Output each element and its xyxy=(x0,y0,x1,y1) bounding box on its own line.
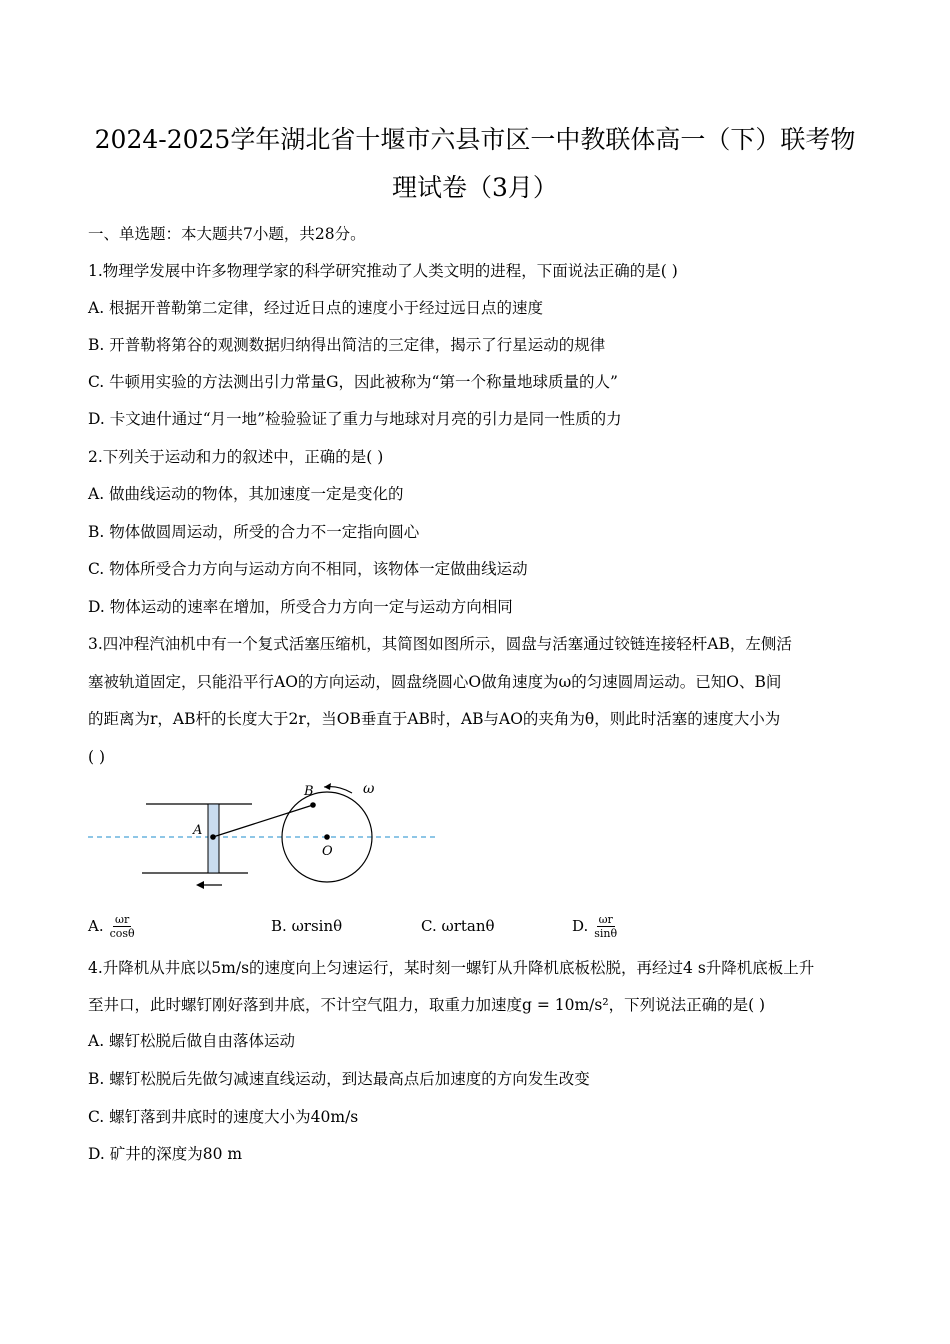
q3-option-a-fraction xyxy=(108,913,137,940)
q3-options xyxy=(88,906,868,946)
q3-option-d-numerator: ωr xyxy=(598,912,613,926)
q3-option-c-text: ωrtanθ xyxy=(441,917,495,935)
q3-option-b xyxy=(271,906,342,946)
q3-option-d-prefix: D. xyxy=(572,917,589,935)
q3-option-d-denominator: sinθ xyxy=(594,926,618,940)
q3-stem-line2: 塞被轨道固定，只能沿平行AO的方向运动，圆盘绕圆心O做角速度为ω的匀速圆周运动。已知O、B间 xyxy=(88,673,782,691)
point-a xyxy=(210,834,216,840)
q1-stem: 1.物理学发展中许多物理学家的科学研究推动了人类文明的进程，下面说法正确的是( ) xyxy=(88,262,678,280)
label-b: B xyxy=(304,784,314,799)
q4-option-c: C. 螺钉落到井底时的速度大小为40m/s xyxy=(88,1108,359,1126)
section-heading: 一、单选题：本大题共7小题，共28分。 xyxy=(88,225,366,243)
q2-option-c: C. 物体所受合力方向与运动方向不相同，该物体一定做曲线运动 xyxy=(88,560,528,578)
q3-option-d-fraction xyxy=(592,913,619,940)
q1-option-c: C. 牛顿用实验的方法测出引力常量G，因此被称为“第一个称量地球质量的人” xyxy=(88,373,618,391)
q1-option-a: A. 根据开普勒第二定律，经过近日点的速度小于经过远日点的速度 xyxy=(88,299,544,317)
rotation-arrowhead-icon xyxy=(324,783,331,790)
q2-option-a: A. 做曲线运动的物体，其加速度一定是变化的 xyxy=(88,485,404,503)
q3-option-a-numerator: ωr xyxy=(115,912,130,926)
q3-option-a-prefix: A. xyxy=(88,917,104,935)
q3-option-c xyxy=(421,906,495,946)
q3-option-c-prefix: C. xyxy=(421,917,437,935)
q2-option-d: D. 物体运动的速率在增加，所受合力方向一定与运动方向相同 xyxy=(88,598,513,616)
q3-option-a-denominator: cosθ xyxy=(109,926,135,940)
q4-option-b: B. 螺钉松脱后先做匀减速直线运动，到达最高点后加速度的方向发生改变 xyxy=(88,1070,590,1088)
exam-title-line1: 2024-2025学年湖北省十堰市六县市区一中教联体高一（下）联考物 xyxy=(94,125,856,154)
rod-ab xyxy=(213,805,313,837)
q3-stem-line1: 3.四冲程汽油机中有一个复式活塞压缩机，其简图如图所示，圆盘与活塞通过铰链连接轻杆AB，左侧活 xyxy=(88,635,792,653)
q3-option-a xyxy=(88,906,137,946)
piston-arrowhead-icon xyxy=(196,881,204,889)
q3-option-b-text: ωrsinθ xyxy=(291,917,343,935)
q3-stem-line3: 的距离为r，AB杆的长度大于2r，当OB垂直于AB时，AB与AO的夹角为θ，则此时活塞的速度大小为 xyxy=(88,710,781,728)
point-o xyxy=(324,834,330,840)
label-o: O xyxy=(322,844,333,859)
q2-option-b: B. 物体做圆周运动，所受的合力不一定指向圆心 xyxy=(88,523,420,541)
q4-option-a: A. 螺钉松脱后做自由落体运动 xyxy=(88,1032,296,1050)
piston-disk-figure xyxy=(80,775,450,900)
q4-option-d: D. 矿井的深度为80 m xyxy=(88,1145,243,1163)
q3-option-b-prefix: B. xyxy=(271,917,287,935)
q4-stem-line2: 至井口，此时螺钉刚好落到井底，不计空气阻力，取重力加速度g = 10m/s²，下列说法正确的是( ) xyxy=(88,996,766,1014)
label-a: A xyxy=(193,823,203,838)
exam-title-line2: 理试卷（3月） xyxy=(392,173,558,202)
q3-option-d xyxy=(572,906,619,946)
point-b xyxy=(310,802,316,808)
q2-stem: 2.下列关于运动和力的叙述中，正确的是( ) xyxy=(88,448,384,466)
q1-option-d: D. 卡文迪什通过“月一地”检验验证了重力与地球对月亮的引力是同一性质的力 xyxy=(88,410,622,428)
q3-stem-line4: ( ) xyxy=(88,748,106,766)
q4-stem-line1: 4.升降机从井底以5m/s的速度向上匀速运行，某时刻一螺钉从升降机底板松脱，再经过4 s升降机底板上升 xyxy=(88,959,815,977)
label-omega: ω xyxy=(363,781,375,797)
q1-option-b: B. 开普勒将第谷的观测数据归纳得出简洁的三定律，揭示了行星运动的规律 xyxy=(88,336,606,354)
